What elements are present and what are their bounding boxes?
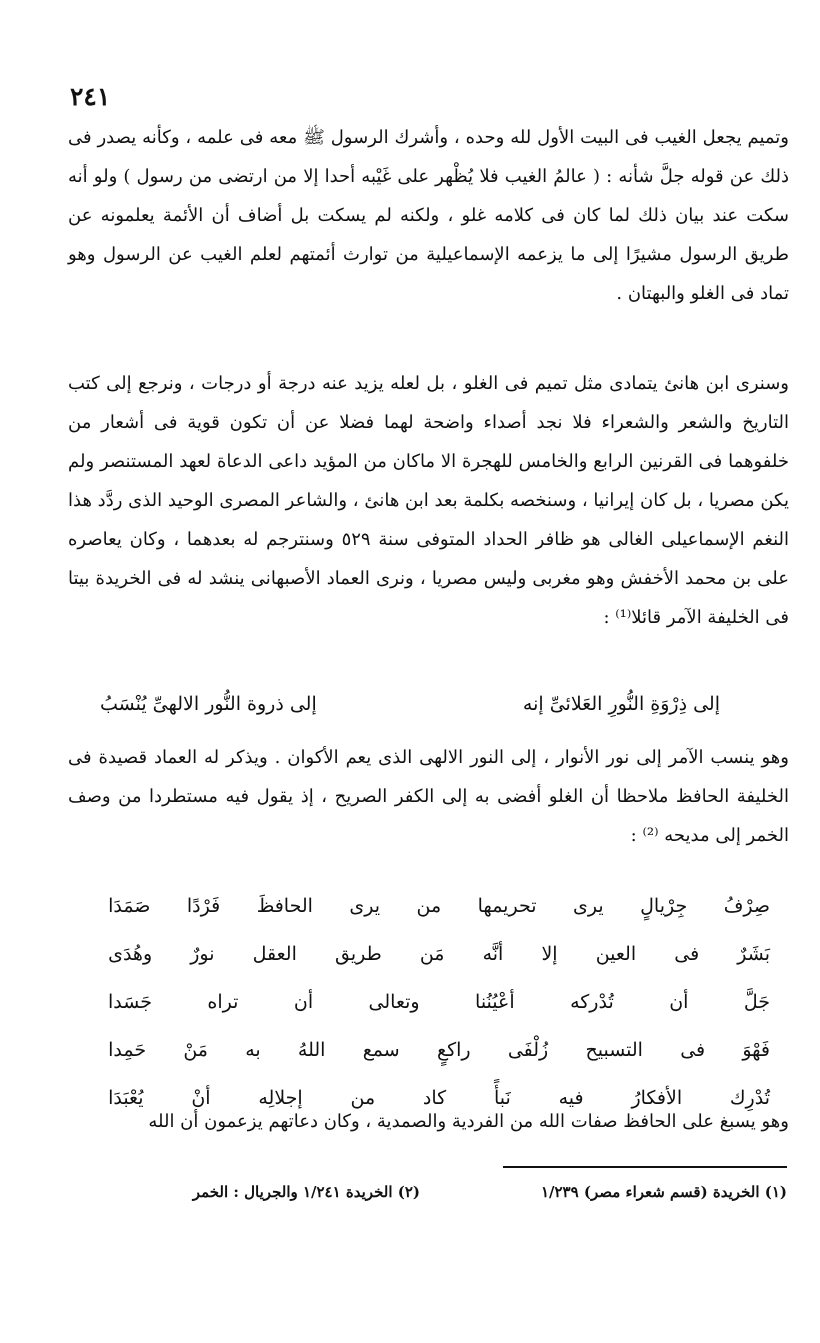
verse-first-hemistich: إلى ذِرْوَةِ النُّورِ العَلائىِّ إنه: [522, 693, 720, 715]
poem-word: من: [416, 895, 442, 917]
poem-word: جَلَّ: [743, 991, 770, 1013]
poem-word: صِرْفُ: [723, 895, 770, 917]
poem-word: إلا: [541, 943, 558, 965]
poem-word: بَشَرٌ: [737, 943, 770, 965]
verse-couplet: [100, 684, 720, 724]
poem-word: اللهُ: [297, 1039, 326, 1061]
poem-word: أنَّه: [482, 943, 504, 965]
poem-word: أن: [669, 991, 689, 1013]
poem-word: تحريمها: [477, 895, 537, 917]
poem-word: الحافظَ: [256, 895, 313, 917]
poem-word: فَهْوَ: [742, 1039, 770, 1061]
poem-word: فَرْدًا: [186, 895, 221, 917]
verse-second-hemistich: إلى ذروة النُّور الالهىِّ يُنْسَبُ: [100, 693, 317, 715]
poem-word: أنْ: [191, 1087, 211, 1109]
poem-word: أن: [293, 991, 314, 1013]
poem-word: من: [350, 1087, 376, 1109]
poem-block: [108, 882, 770, 1122]
paragraph-3: وهو ينسب الآمر إلى نور الأنوار ، إلى النور الالهى الذى يعم الأكوان . ويذكر له العماد قصيدة فى الخليفة الحافظ ملاحظا أن الغلو أفضى به إلى الكفر الصريح ، إذ يقول فيه مستطردا من وصف الخمر إلى مديحه ⁽²⁾ :: [68, 747, 789, 846]
poem-word: العين: [595, 943, 637, 965]
poem-word: نَبأً: [494, 1087, 511, 1109]
poem-word: زُلْفَى: [507, 1039, 549, 1061]
poem-word: مَنْ: [183, 1039, 208, 1061]
footnote-1: (١) الخريدة (قسم شعراء مصر) ١/٢٣٩: [540, 1183, 787, 1201]
poem-word: فى: [680, 1039, 706, 1061]
poem-word: فيه: [558, 1087, 584, 1109]
footnote-2: (٢) الخريدة ١/٢٤١ والجريال : الخمر: [192, 1183, 420, 1201]
poem-word: تراه: [207, 991, 239, 1013]
poem-word: سمع: [362, 1039, 400, 1061]
poem-word: فى: [674, 943, 700, 965]
poem-word: الأفكارُ: [631, 1087, 683, 1109]
poem-word: أعْيُنُنا: [475, 991, 515, 1013]
poem-word: وتعالى: [368, 991, 420, 1013]
poem-word: التسبيح: [585, 1039, 643, 1061]
poem-word: تُدْرِك: [729, 1087, 770, 1109]
poem-word: طريق: [334, 943, 382, 965]
poem-word: وهُدَى: [108, 943, 153, 965]
poem-word: راكعٍ: [436, 1039, 471, 1061]
page-number: ٢٤١: [70, 82, 111, 111]
poem-word: يرى: [349, 895, 381, 917]
poem-line: [108, 978, 770, 1026]
poem-word: نورٌ: [190, 943, 215, 965]
poem-line: [108, 930, 770, 978]
poem-word: كاد: [422, 1087, 447, 1109]
poem-word: به: [245, 1039, 261, 1061]
paragraph-1: وتميم يجعل الغيب فى البيت الأول لله وحده ، وأشرك الرسول ﷺ معه فى علمه ، وكأنه يصدر فى ذلك عن قوله جلَّ شأنه : ( عالمُ الغيب فلا يُظْهر على غَيْبه أحدا إلا من ارتضى من رسول ) ولو أنه سكت عند بيان ذلك لما كان فى كلامه غلو ، ولكنه لم يسكت بل أضاف أن الأئمة يعلمونه عن طريق الرسول مشيرًا إلى ما يزعمه الإسماعيلية من توارث أئمتهم لعلم الغيب عن الرسول وهو تماد فى الغلو والبهتان .: [68, 127, 789, 304]
paragraph-2: وسنرى ابن هانئ يتمادى مثل تميم فى الغلو ، بل لعله يزيد عنه درجة أو درجات ، ونرجع إلى كتب التاريخ والشعر والشعراء فلا نجد أصداء واضحة لهما فضلا عن أن تكون قوية فى أشعار من خلفوهما فى القرنين الرابع والخامس للهجرة الا ماكان من المؤيد داعى الدعاة لعهد المستنصر ولم يكن مصريا ، بل كان إيرانيا ، وسنخصه بكلمة بعد ابن هانئ ، والشاعر المصرى الوحيد الذى ردَّد هذا النغم الإسماعيلى الغالى هو ظافر الحداد المتوفى سنة ٥٢٩ وسنترجم له بعدهما ، وكان يعاصره على بن محمد الأخفش وهو مغربى وليس مصريا ، ونرى العماد الأصبهانى ينشد له فى الخريدة بيتا فى الخليفة الآمر قائلا⁽¹⁾ :: [68, 373, 790, 628]
footnote-divider: [503, 1166, 787, 1168]
poem-word: يرى: [572, 895, 604, 917]
poem-line: [108, 882, 770, 930]
poem-word: حَمِدا: [108, 1039, 147, 1061]
poem-word: جِرْيالٍ: [640, 895, 688, 917]
poem-word: إجلالِه: [258, 1087, 303, 1109]
poem-line: [108, 1026, 770, 1074]
poem-word: يُعْبَدَا: [108, 1087, 144, 1109]
poem-word: جَسَدا: [108, 991, 152, 1013]
poem-word: مَن: [419, 943, 445, 965]
poem-word: صَمَدَا: [108, 895, 151, 917]
poem-word: تُدْركه: [570, 991, 614, 1013]
poem-word: العقل: [252, 943, 297, 965]
paragraph-4: وهو يسبغ على الحافظ صفات الله من الفردية والصمدية ، وكان دعاتهم يزعمون أن الله: [148, 1111, 789, 1132]
